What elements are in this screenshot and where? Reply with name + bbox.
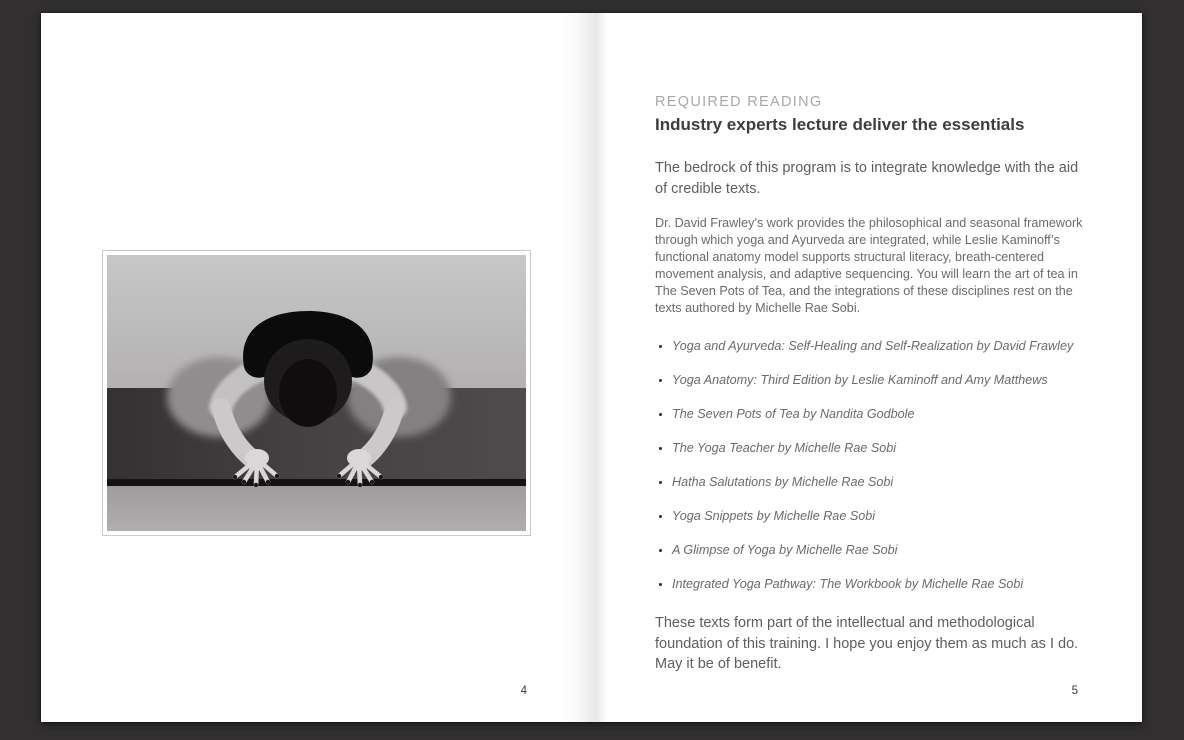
intro-paragraph: The bedrock of this program is to integrate knowledge with the aid of credible texts. [655,160,1079,197]
reading-list-item: • Yoga and Ayurveda: Self-Healing and Self-Realization by David Frawley [672,338,1095,355]
reading-list-item: • Integrated Yoga Pathway: The Workbook by Michelle Rae Sobi [672,576,1095,593]
page-right [591,13,1142,722]
page-number-right: 5 [1071,685,1078,697]
page-left [41,13,591,722]
reading-list-item: • Hatha Salutations by Michelle Rae Sobi [672,474,1095,491]
body-paragraph: Dr. David Frawley’s work provides the philosophical and seasonal framework through which yoga and Ayurveda are integrated, while Leslie Kaminoff’s functional anatomy model supports structural literacy, breath-centered movement analysis, and adaptive sequencing. You will learn the art of tea in The Seven Pots of Tea, and the integrations of these disciplines rest on the texts authored by Michelle Rae Sobi. [655,216,1083,315]
reading-list [655,338,1095,610]
reading-list-item: • The Yoga Teacher by Michelle Rae Sobi [672,440,1095,457]
section-title: Industry experts lecture deliver the essentials [655,115,1025,134]
reading-list-item: • Yoga Snippets by Michelle Rae Sobi [672,508,1095,525]
book-spread [41,13,1142,722]
page-number-left: 4 [520,685,527,697]
yoga-childs-pose-photo [107,255,526,531]
closing-paragraph: These texts form part of the intellectual and methodological foundation of this training. I hope you enjoy them as much as I do. May it be of benefit. [655,615,1079,672]
reading-list-item: • Yoga Anatomy: Third Edition by Leslie Kaminoff and Amy Matthews [672,372,1095,389]
reading-list-item: • A Glimpse of Yoga by Michelle Rae Sobi [672,542,1095,559]
reading-list-item: • The Seven Pots of Tea by Nandita Godbole [672,406,1095,423]
section-kicker: REQUIRED READING [655,94,823,110]
photo-frame [102,250,531,536]
